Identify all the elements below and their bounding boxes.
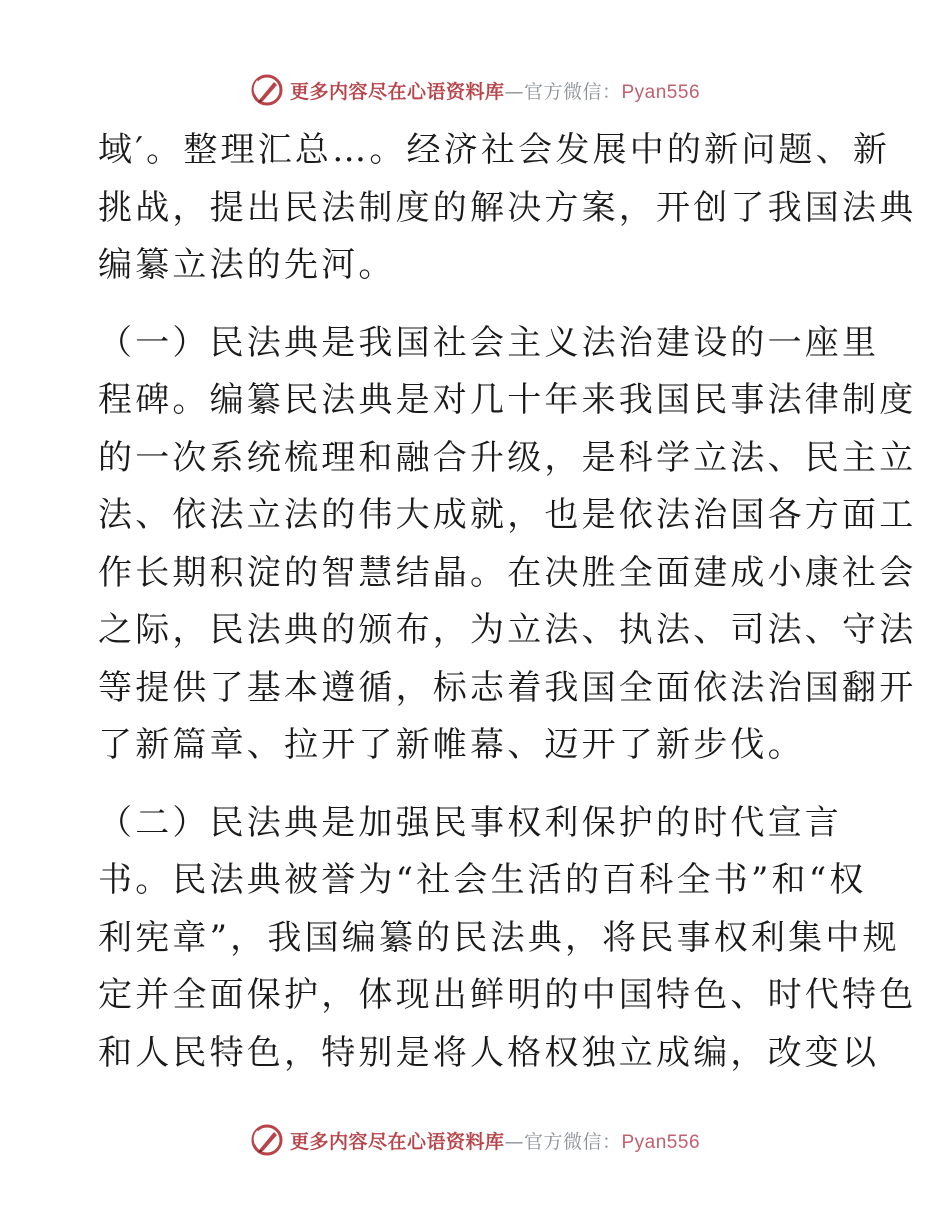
pen-logo-icon (250, 1123, 284, 1157)
banner-label: 更多内容尽在心语资料库 (289, 80, 505, 103)
text-line: 挑战，提出民法制度的解决方案，开创了我国法典 (98, 187, 917, 228)
paragraph-2 (98, 315, 917, 775)
text-line: （二）民法典是加强民事权利保护的时代宣言 (98, 802, 842, 843)
banner-dash: — (504, 1130, 524, 1153)
banner-dash: — (504, 80, 524, 103)
banner-wechat-id: Pyan556 (621, 81, 701, 103)
pen-logo-icon (250, 73, 284, 107)
header-banner (0, 70, 950, 110)
text-line: 程碑。编纂民法典是对几十年来我国民事法律制度 (98, 380, 917, 420)
text-line: 了新篇章、拉开了新帷幕、迈开了新步伐。 (98, 725, 805, 765)
banner-wechat-id: Pyan556 (621, 1131, 701, 1153)
banner-label: 更多内容尽在心语资料库 (289, 1130, 505, 1153)
banner-wechat-label: 官方微信： (523, 80, 622, 103)
text-line: 之际，民法典的颁布，为立法、执法、司法、守法 (98, 610, 917, 650)
text-line: 法、依法立法的伟大成就，也是依法治国各方面工 (98, 495, 917, 535)
text-line: 书。民法典被誉为“社会生活的百科全书”和“权 (98, 860, 867, 900)
paragraph-3 (98, 795, 917, 1083)
document-body (98, 122, 917, 1082)
text-line: 作长期积淀的智慧结晶。在决胜全面建成小康社会 (98, 552, 917, 593)
text-line: 域′。整理汇总…。经济社会发展中的新问题、新 (98, 130, 891, 170)
text-line: 编纂立法的先河。 (98, 245, 396, 285)
text-line: 利宪章”，我国编纂的民法典，将民事权利集中规 (98, 917, 900, 958)
text-line: 等提供了基本遵循，标志着我国全面依法治国翻开 (98, 667, 917, 708)
text-line: 的一次系统梳理和融合升级，是科学立法、民主立 (98, 437, 917, 478)
text-line: （一）民法典是我国社会主义法治建设的一座里 (98, 322, 880, 363)
footer-banner (0, 1120, 950, 1160)
text-line: 和人民特色，特别是将人格权独立成编，改变以 (98, 1032, 880, 1073)
paragraph-1 (98, 122, 917, 295)
text-line: 定并全面保护，体现出鲜明的中国特色、时代特色 (98, 975, 917, 1015)
banner-wechat-label: 官方微信： (523, 1130, 622, 1153)
